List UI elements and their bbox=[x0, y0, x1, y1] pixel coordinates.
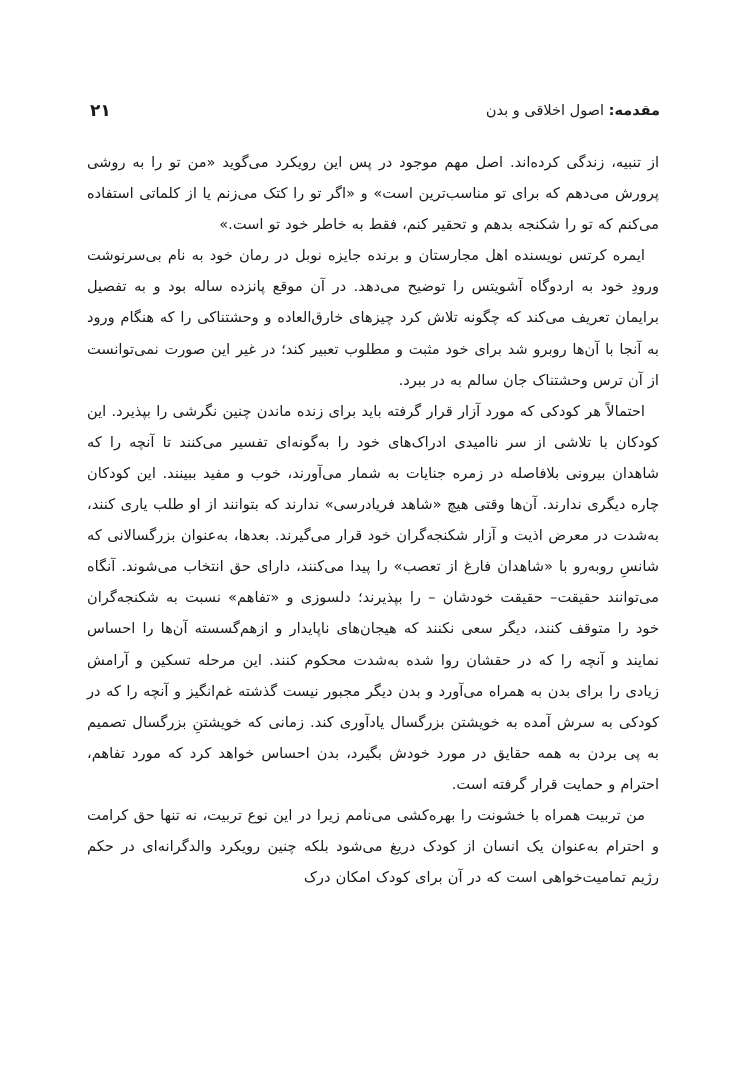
running-header bbox=[90, 96, 660, 126]
page-number: ۲۱ bbox=[90, 101, 111, 121]
chapter-heading bbox=[486, 103, 660, 119]
chapter-label: مقدمه: bbox=[608, 103, 660, 119]
paragraph: من تربیت همراه با خشونت را بهره‌کشی می‌نامم زیرا در این نوع تربیت، نه تنها حق کرامت و احترام به‌عنوان یک انسان از کودک دریغ می‌شود بلکه چنین رویکرد والدگرانه‌ای در حکم رژیم تمامیت‌خواهی است که در آن برای کودک امکان درک bbox=[87, 806, 659, 887]
paragraph: از تنبیه، زندگی کرده‌اند. اصل مهم موجود در پس این رویکرد می‌گوید «من تو را به روشی پرورش می‌دهم که برای تو مناسب‌ترین است» و «اگر تو را کتک می‌زنم یا از کلماتی استفاده می‌کنم که تو را شکنجه بدهم و تحقیر کنم، فقط به خاطر خود تو است.» bbox=[87, 154, 659, 234]
paragraph: احتمالاً هر کودکی که مورد آزار قرار گرفته باید برای زنده ماندن چنین نگرشی را بپذیرد. این کودکان با تلاشی از سر ناامیدی ادراک‌های خود را به‌گونه‌ای تفسیر می‌کنند تا آنچه را که شاهدان بیرونی بلافاصله در زمره جنایات به شمار می‌آورند، خوب و مفید ببینند. این کودکان چاره دیگری ندارند. آن‌ها وقتی هیچ «شاهد فریادرسی» ندارند که بتوانند از او طلب یاری کنند، به‌شدت در معرض اذیت و آزار شکنجه‌گران خود قرار می‌گیرند. بعدها، به‌عنوان بزرگسالانی که شانسِ روبه‌رو با «شاهدان فارغ از تعصب» را پیدا می‌کنند، دارای حق انتخاب می‌شوند. آنگاه می‌توانند حقیقت– حقیقت خودشان – را بپذیرند؛ دلسوزی و «تفاهم» نسبت به شکنجه‌گران خود را متوقف کنند، دیگر سعی نکنند که هیجان‌های ناپایدار و ازهم‌گسسته آن‌ها را احساس نمایند و آنچه را که در حقشان روا شده به‌شدت محکوم کنند. این مرحله تسکین و آرامش زیادی را برای بدن به همراه می‌آورد و بدن دیگر مجبور نیست گذشته غم‌انگیز و آنچه را که در کودکی به سرش آمده به خویشتن بزرگسال یادآوری کند. زمانی که خویشتنِ بزرگسال تصمیم به پی بردن به همه حقایق در مورد خودش بگیرد، بدن احساس خواهد کرد که مورد تفاهم، احترام و حمایت قرار گرفته است. bbox=[87, 402, 659, 793]
paragraph: ایمره کرتس نویسنده اهل مجارستان و برنده جایزه نوبل در رمان خود به نام بی‌سرنوشت ورودِ خود به اردوگاه آشویتس را توضیح می‌دهد. در آن موقع پانزده ساله بود و به تفصیل برایمان تعریف می‌کند که چگونه تلاش کرد چیزهای خارق‌العاده و وحشتناکی را که هنگام ورود به آنجا با آن‌ها روبرو شد برای خود مثبت و مطلوب تعبیر کند؛ در غیر این صورت نمی‌توانست از آن ترس وحشتناک جان سالم به در ببرد. bbox=[87, 247, 659, 389]
chapter-title: اصول اخلاقی و بدن bbox=[485, 103, 605, 119]
body-text bbox=[87, 147, 659, 893]
